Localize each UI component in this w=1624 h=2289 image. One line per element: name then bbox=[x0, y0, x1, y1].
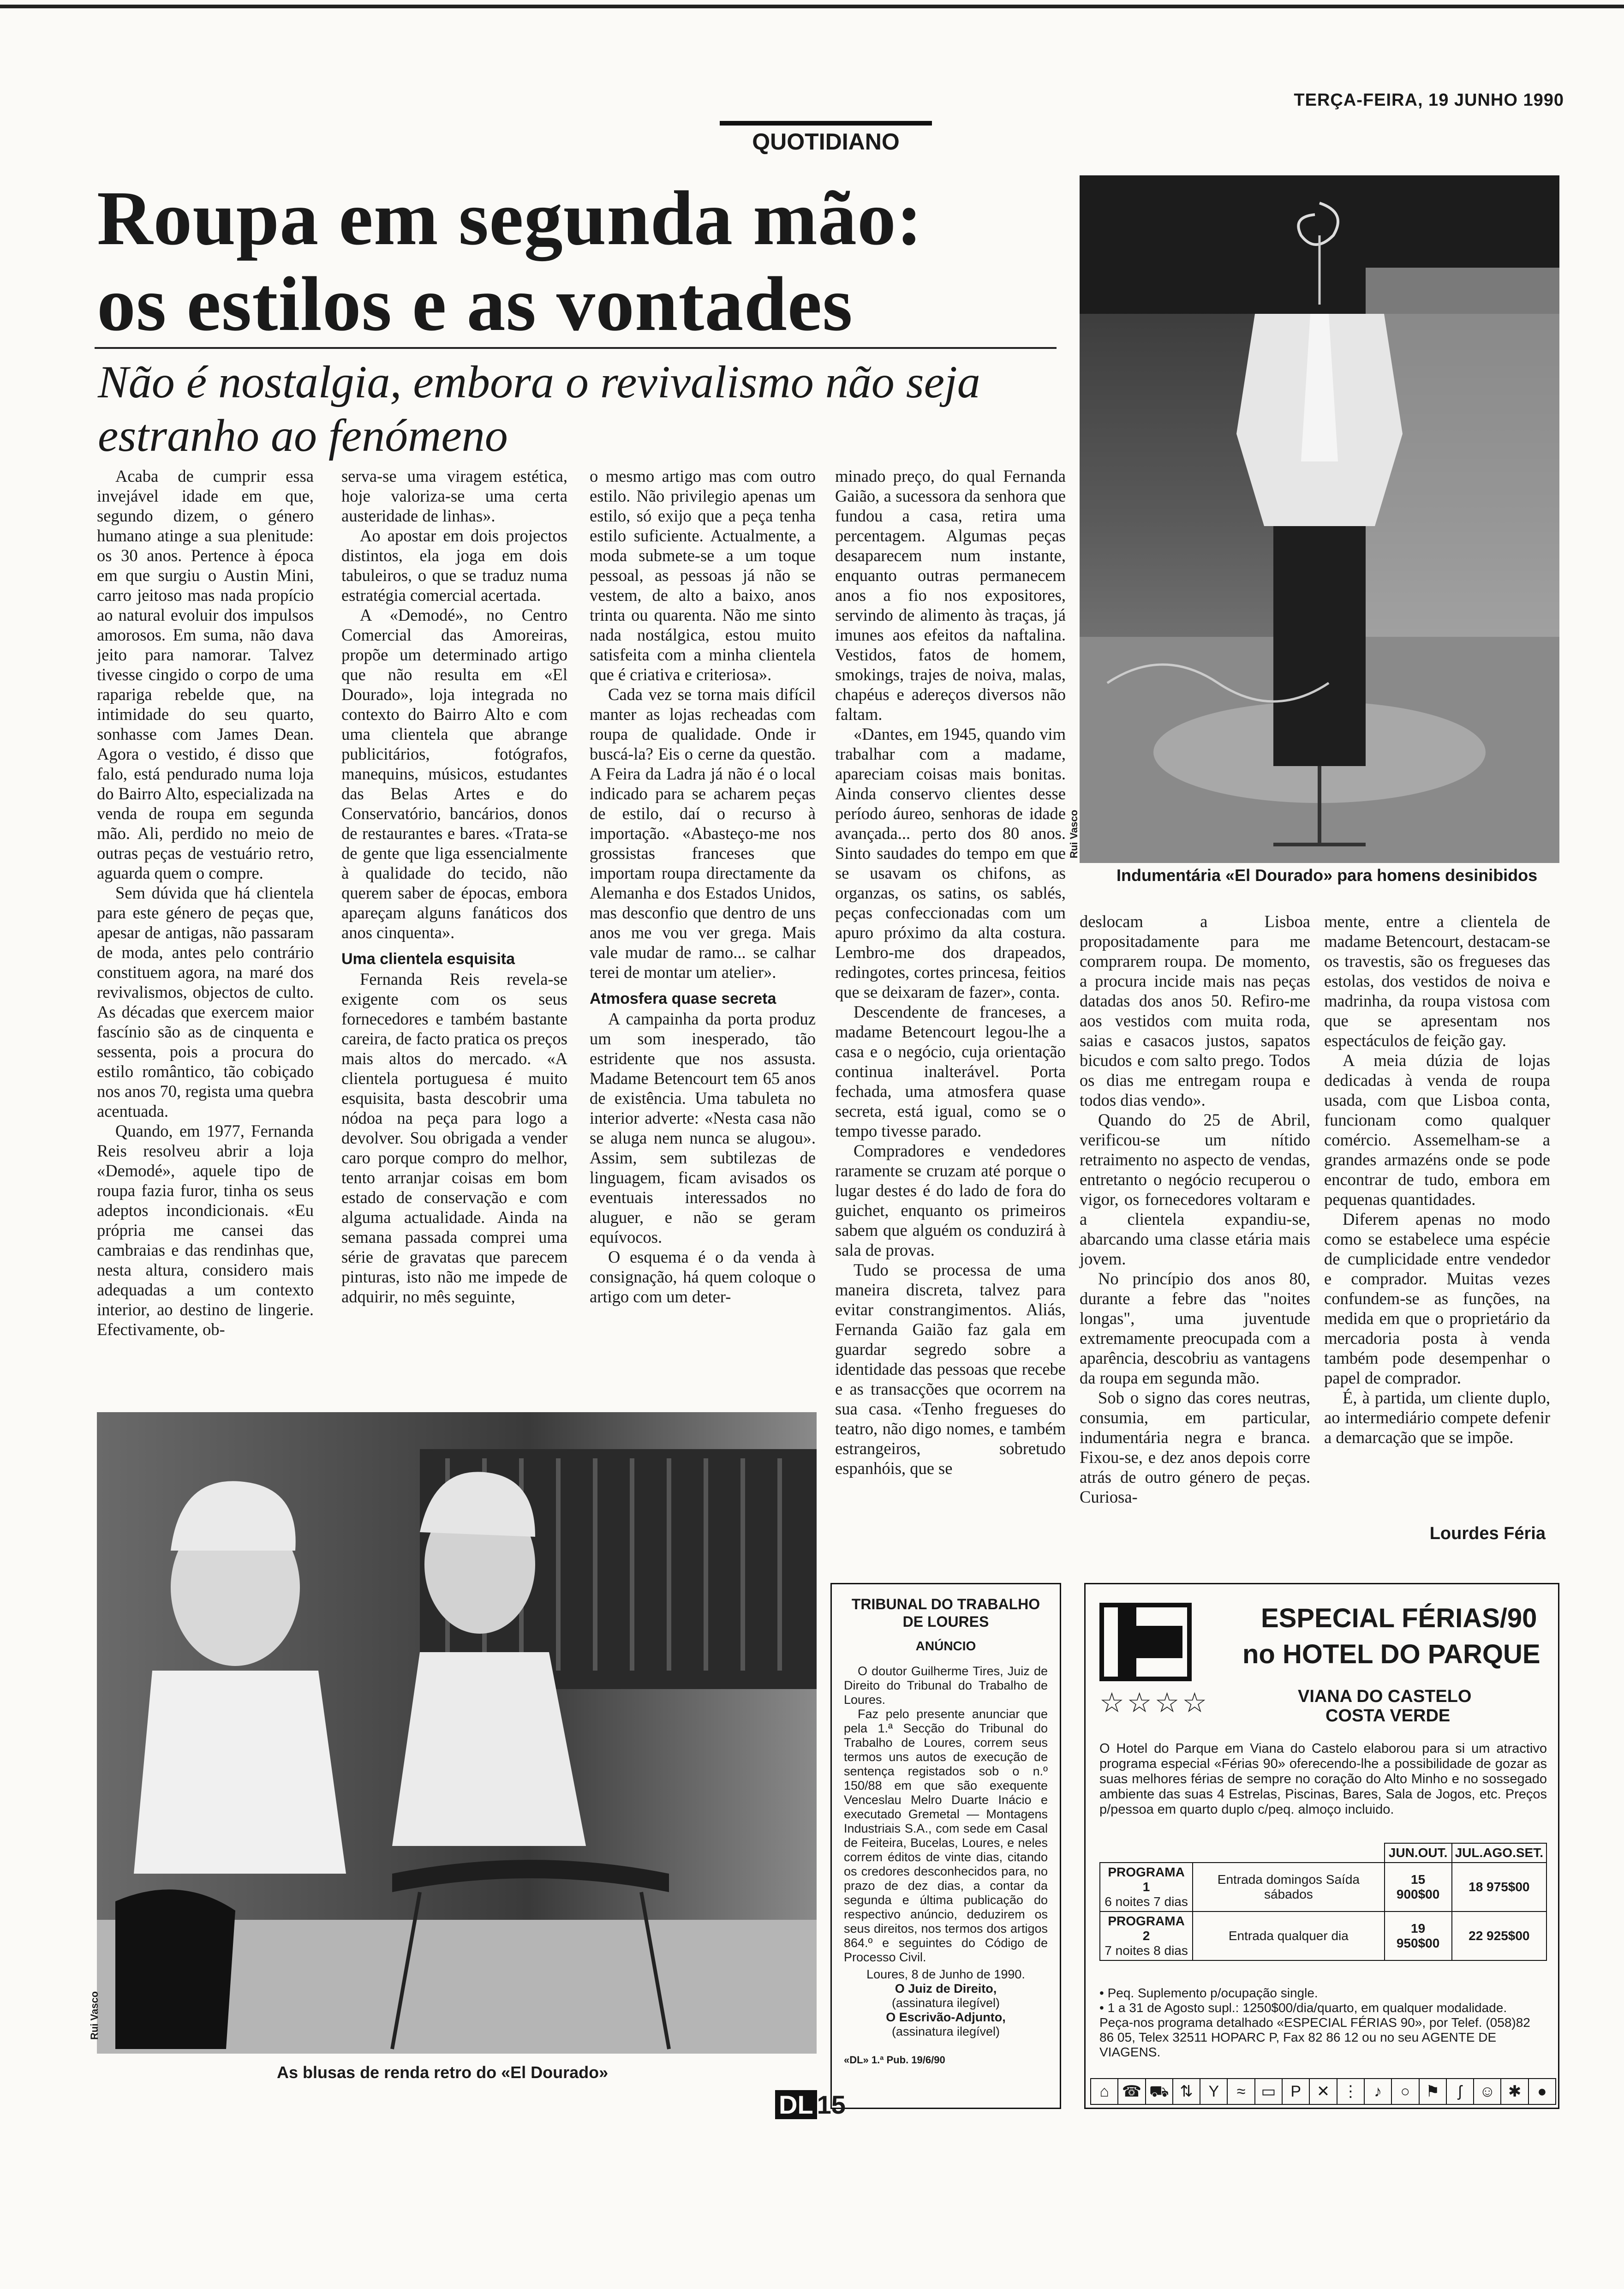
col2-para-3: A «Demodé», no Centro Comercial das Amoreiras, propõe um determinado artigo que não resulta em «El Dourado», loja integrada no contexto do Bairro Alto e com uma clientela que abrange publicitários, fotógrafos, manequins, músicos, estudantes das Belas Artes e do Conservatório, bancários, donos de restaurantes e bares. «Trata-se de gente que liga essencialmente à qualidade do tecido, não querem saber de épocas, embora apareçam alguns fanáticos dos anos cinquenta». bbox=[341, 605, 567, 942]
col1-para-2: Sem dúvida que há clientela para este género de peças que, apesar de antigas, não passaram de moda, antes pelo contrário constituem agora, na maré dos revivalismos, objectos de culto. As décadas que exercem maior fascínio são as de cinquenta e sessenta, pois a procura do estilo romântico, tão cobiçado nos anos 70, regista uma quebra acentuada. bbox=[97, 883, 314, 1121]
program-2-price-1: 19 950$00 bbox=[1385, 1911, 1452, 1960]
fishing-icon: ʃ bbox=[1447, 2079, 1474, 2104]
col5-para-2: Quando do 25 de Abril, verificou-se um nítido retraimento no aspecto de vendas, entretanto o negócio recuperou o vigor, os fornecedores voltaram e a clientela expandiu-se, abarcando uma classe etária mais jovem. bbox=[1080, 1110, 1310, 1268]
price-header-1: JUN.OUT. bbox=[1385, 1843, 1452, 1863]
article-column-1 bbox=[97, 466, 314, 1339]
hotel-body: O Hotel do Parque em Viana do Castelo elaborou para si um atractivo programa especial «Férias 90» oferecendo-lhe a possibilidade de gozar as suas melhores férias de sempre no coração do Alto Minho e no sossegado ambiente das suas 4 Estrelas, Piscinas, Bares, Sala de Jogos, etc. Preços p/pessoa em quarto duplo c/peq. almoço incluido. bbox=[1099, 1741, 1547, 1817]
photo-1-credit: Rui Vasco bbox=[1068, 809, 1080, 858]
top-rule bbox=[0, 5, 1624, 8]
photo-2-svg bbox=[97, 1412, 817, 2054]
program-2-price-2: 22 925$00 bbox=[1452, 1911, 1546, 1960]
col4-para-2: «Dantes, em 1945, quando vim trabalhar com a madame, apareciam coisas mais bonitas. Ainda conservo clientes desse período áureo, senhoras de idade avançada... perto dos 80 anos. Sinto saudades do tempo em que se usavam os chifons, as organzas, os satins, os sablés, peças confeccionadas com um apuro próximo da alta costura. Lembro-me dos drapeados, redingotes, cortes princesa, feitios que se deixaram de fazer», conta. bbox=[835, 725, 1066, 1001]
hotel-notes bbox=[1099, 1986, 1547, 2060]
music-icon: ♪ bbox=[1365, 2079, 1392, 2104]
col3-para-3: A campainha da porta produz um som inesperado, tão estridente que nos assusta. Madame Betencourt tem 65 anos de existência. Uma tabuleta no interior adverte: «Nesta casa não se aluga nem nunca se alugou». Assim, sem subtilezas de linguagem, ficam avisados os eventuais interessados no aluguer, e não se geram equívocos. bbox=[590, 1009, 816, 1246]
deck-line-1: Não é nostalgia, embora o revivalismo não seja bbox=[98, 356, 980, 407]
hotel-note-3: Peça-nos programa detalhado «ESPECIAL FÉRIAS 90», por Telef. (058)82 86 05, Telex 32511 HOPARC P, Fax 82 86 12 ou no seu AGENTE DE VIAGENS. bbox=[1099, 2015, 1530, 2059]
col5-para-1: deslocam a Lisboa propositadamente para me comprarem roupa. De momento, a procura incide mais nas peças datadas dos anos 50. Refiro-me aos vestidos com muita roda, saias e casacos justos, sapatos bicudos e com salto prego. Todos os dias me entregam roupa e todos dias vendo». bbox=[1080, 912, 1310, 1109]
headline-line-2: os estilos e as vontades bbox=[97, 261, 853, 347]
hotel-ad bbox=[1084, 1583, 1559, 2109]
headline-rule bbox=[95, 347, 1057, 349]
col1-para-1: Acaba de cumprir essa invejável idade em que, segundo dizem, o género humano atinge a sua plenitude: os 30 anos. Pertence à época em que surgiu o Austin Mini, carro jeitoso mas nada propício ao natural evoluir dos impulsos amorosos. Em suma, não dava jeito para namorar. Talvez tivesse cingido o corpo de uma rapariga rebelde que, na intimidade do seu quarto, sonhasse com James Dean. Agora o vestido, é disso que falo, está pendurado numa loja do Bairro Alto, especializada na venda de roupa em segunda mão. Ali, perdido no meio de outras peças de vestuário retro, aguarda quem o compre. bbox=[97, 467, 314, 882]
hotel-location-2: COSTA VERDE bbox=[1325, 1706, 1451, 1726]
col6-para-2: A meia dúzia de lojas dedicadas à venda de roupa usada, com que Lisboa conta, funcionam como qualquer comércio. Assemelham-se a grandes armazéns onde se pode encontrar de tudo, embora em pequenas quantidades. bbox=[1324, 1051, 1550, 1209]
photo-2-credit: Rui Vasco bbox=[89, 1991, 100, 2040]
article-column-2 bbox=[341, 466, 567, 1306]
headline bbox=[97, 175, 1066, 347]
hotel-logo bbox=[1099, 1603, 1192, 1681]
col3-para-1: o mesmo artigo mas com outro estilo. Não privilegio apenas um estilo, só exijo que a peça tenha estilo suficiente. Actualmente, a moda submete-se a um toque pessoal, as pessoas já não se vestem, de alto a baixo, anos trinta ou quarenta. Não me sinto nada nostálgica, estou muito satisfeita com a minha clientela que é criativa e criteriosa». bbox=[590, 467, 816, 684]
col4-para-5: Tudo se processa de uma maneira discreta, talvez para evitar constrangimentos. Aliás, Fernanda Gaião faz gala em guardar segredo sobre a identidade das pessoas que recebe e as transacções que ocorrem na sua casa. «Tenho fregueses do teatro, não digo nomes, e também estrangeiros, sobretudo espanhóis, que se bbox=[835, 1260, 1066, 1478]
hotel-note-1: • Peq. Suplemento p/ocupação single. bbox=[1099, 1986, 1318, 2000]
program-1-entry: Entrada domingos Saída sábados bbox=[1193, 1863, 1384, 1911]
deck bbox=[98, 355, 1057, 462]
col6-para-1: mente, entre a clientela de madame Betencourt, destacam-se os travestis, são os fregueses das estolas, dos vestidos de noiva e madrinha, da roupa vistosa com que se apresentam nos espectáculos de feição gay. bbox=[1324, 912, 1550, 1050]
shower-icon: ⋮ bbox=[1337, 2079, 1365, 2104]
legal-subtitle: ANÚNCIO bbox=[915, 1639, 976, 1653]
photo-1-svg bbox=[1080, 175, 1559, 863]
col2-para-4: Fernanda Reis revela-se exigente com os seus fornecedores e também bastante careira, de facto pratica os preços mais altos do mercado. «A clientela portuguesa é muito esquisita, basta descobrir uma nódoa na peça para logo a devolver. Sou obrigada a vender caro porque compro do melhor, tento arranjar coisas em bom estado de conservação e com alguma actualidade. Ainda na semana passada comprei uma série de gravatas que parecem pinturas, isto não me impede de adquirir, no mês seguinte, bbox=[341, 970, 567, 1306]
restaurant-icon: ✕ bbox=[1310, 2079, 1337, 2104]
program-1-label: PROGRAMA 1 bbox=[1108, 1865, 1185, 1894]
article-column-5 bbox=[1080, 911, 1310, 1507]
col4-para-1: minado preço, do qual Fernanda Gaião, a sucessora da senhora que fundou a casa, retira uma percentagem. Algumas peças desaparecem num instante, enquanto outras permanecem anos a fio nos expositores, servindo de alimento às traças, já imunes aos efeitos da naftalina. Vestidos, fatos de homem, smokings, trajes de noiva, malas, chapéus e adereços diversos não faltam. bbox=[835, 467, 1066, 724]
legal-ref: «DL» 1.ª Pub. 19/6/90 bbox=[844, 2054, 945, 2066]
program-2-entry: Entrada qualquer dia bbox=[1193, 1911, 1384, 1960]
article-column-6 bbox=[1324, 911, 1550, 1447]
legal-clerk-signature: (assinatura ilegível) bbox=[891, 2025, 1000, 2038]
legal-para-2: Faz pelo presente anunciar que pela 1.ª Secção do Tribunal do Trabalho de Loures, correm seus termos uns autos de execução de sentença registados sob o n.º 150/88 em que são exequente Venceslau Melro Duarte Inácio e executado Gremetal — Montagens Industriais S.A., com sede em Casal de Feiteira, Bucelas, Loures, e neles correm éditos de vinte dias, citando os credores desconhecidos para, no prazo de dez dias, a contar da segunda e última publicação do respectivo anúncio, deduzirem os seus direitos, nos termos dos artigos 864.º e seguintes do Código de Processo Civil. bbox=[844, 1707, 1048, 1964]
col4-para-3: Descendente de franceses, a madame Betencourt legou-lhe a casa e o negócio, cuja orientação continua inalterável. Porta fechada, uma atmosfera quase secreta, está igual, como se o tempo tivesse parado. bbox=[835, 1002, 1066, 1140]
car-icon: ⛟ bbox=[1146, 2079, 1173, 2104]
legal-judge: O Juiz de Direito, bbox=[895, 1982, 997, 1995]
deck-line-2: estranho ao fenómeno bbox=[98, 410, 508, 461]
legal-notice-ad bbox=[830, 1583, 1061, 2109]
hotel-title: ESPECIAL FÉRIAS/90 bbox=[1261, 1603, 1537, 1633]
photo-lace-blouses bbox=[97, 1412, 817, 2054]
photo-el-dourado-menswear bbox=[1080, 175, 1559, 863]
legal-date: Loures, 8 de Junho de 1990. bbox=[866, 1967, 1025, 1981]
col5-para-3: No princípio dos anos 80, durante a febre das "noites longas", uma juventude extremamente preocupada com a aparência, descobriu as vantagens da roupa em segunda mão. bbox=[1080, 1269, 1310, 1387]
col4-para-4: Compradores e vendedores raramente se cruzam até porque o lugar destes é do lado de fora do guichet, enquanto os primeiros sabem que alguém os conduzirá à sala de provas. bbox=[835, 1141, 1066, 1259]
legal-judge-signature: (assinatura ilegível) bbox=[891, 1996, 1000, 2010]
pool-icon: ≈ bbox=[1228, 2079, 1255, 2104]
col2-para-1: serva-se uma viragem estética, hoje valoriza-se uma certa austeridade de linhas». bbox=[341, 467, 567, 525]
tennis-icon: ○ bbox=[1392, 2079, 1419, 2104]
section-tag: QUOTIDIANO bbox=[720, 121, 932, 165]
legal-title: TRIBUNAL DO TRABALHO DE LOURES bbox=[851, 1596, 1040, 1630]
parking-icon: P bbox=[1283, 2079, 1310, 2104]
program-1-price-2: 18 975$00 bbox=[1452, 1863, 1546, 1911]
photo-2-caption: As blusas de renda retro do «El Dourado» bbox=[277, 2063, 609, 2082]
program-2-label: PROGRAMA 2 bbox=[1108, 1914, 1185, 1943]
photo-1-caption: Indumentária «El Dourado» para homens desinibidos bbox=[1116, 866, 1538, 885]
hotel-price-table bbox=[1099, 1843, 1547, 1961]
col2-para-2: Ao apostar em dois projectos distintos, ela joga em dois tabuleiros, o que se traduz numa estratégia comercial acertada. bbox=[341, 526, 567, 605]
hotel-stars: ☆☆☆☆ bbox=[1099, 1687, 1210, 1718]
col6-para-3: Diferem apenas no modo como se estabelece uma espécie de cumplicidade entre vendedor e comprador. Muitas vezes confundem-se as funções, na medida em que o proprietário da mercadoria posta à venda também pode desempenhar o papel de comprador. bbox=[1324, 1210, 1550, 1387]
pet-icon: ✱ bbox=[1501, 2079, 1528, 2104]
col3-para-2: Cada vez se torna mais difícil manter as lojas recheadas com roupa de qualidade. Onde ir buscá-la? Eis o cerne da questão. A Feira da Ladra já não é o local indicado para se acharem peças de estilo, daí o recurso à importação. «Abasteço-me nos grossistas franceses que importam roupa directamente da Alemanha e dos Estados Unidos, mas desconfio que dentro de uns anos me vou ver grega. Mais vale mudar de ramo... se calhar terei de montar um atelier». bbox=[590, 685, 816, 982]
bar-icon: Y bbox=[1200, 2079, 1228, 2104]
hotel-location-1: VIANA DO CASTELO bbox=[1298, 1687, 1472, 1706]
dateline: TERÇA-FEIRA, 19 JUNHO 1990 bbox=[1294, 90, 1564, 110]
col6-para-4: É, à partida, um cliente duplo, ao intermediário compete defenir a demarcação que se impõe. bbox=[1324, 1388, 1550, 1447]
price-row-2 bbox=[1100, 1911, 1546, 1960]
hotel-amenity-icons bbox=[1090, 2078, 1556, 2105]
brand-logo: DL bbox=[775, 2090, 817, 2119]
article-column-3 bbox=[590, 466, 816, 1306]
col3-subheading: Atmosfera quase secreta bbox=[590, 990, 776, 1007]
page-footer bbox=[775, 2090, 846, 2120]
article-column-4 bbox=[835, 466, 1066, 1478]
hotel-subtitle: no HOTEL DO PARQUE bbox=[1242, 1639, 1540, 1669]
page-number: 15 bbox=[817, 2090, 846, 2119]
col3-para-4: O esquema é o da venda à consignação, há quem coloque o artigo com um deter- bbox=[590, 1247, 816, 1306]
golf-icon: ⚑ bbox=[1420, 2079, 1447, 2104]
legal-para-1: O doutor Guilherme Tires, Juiz de Direito do Tribunal do Trabalho de Loures. bbox=[844, 1664, 1048, 1707]
bed-icon: ⌂ bbox=[1091, 2079, 1118, 2104]
elevator-icon: ⇅ bbox=[1173, 2079, 1200, 2104]
col1-para-3: Quando, em 1977, Fernanda Reis resolveu abrir a loja «Demodé», aquele tipo de roupa fazia furor, tinha os seus adeptos incondicionais. «Eu própria me cansei das cambraias e das rendinhas que, nesta altura, considero mais adequadas a um contexto interior, ao destino de lingerie. Efectivamente, ob- bbox=[97, 1121, 314, 1339]
byline: Lourdes Féria bbox=[1429, 1524, 1546, 1543]
program-1-price-1: 15 900$00 bbox=[1385, 1863, 1452, 1911]
col5-para-4: Sob o signo das cores neutras, consumia, em particular, indumentária negra e branca. Fixou-se, e dez anos depois corre atrás de outro género de peças. Curiosa- bbox=[1080, 1388, 1310, 1506]
hotel-note-2: • 1 a 31 de Agosto supl.: 1250$00/dia/quarto, em qualquer modalidade. bbox=[1099, 2001, 1507, 2015]
phone-icon: ☎ bbox=[1118, 2079, 1146, 2104]
price-row-1 bbox=[1100, 1863, 1546, 1911]
child-icon: ☺ bbox=[1474, 2079, 1501, 2104]
program-2-detail: 7 noites 8 dias bbox=[1105, 1943, 1188, 1958]
information-icon: ● bbox=[1537, 2083, 1547, 2100]
price-header-2: JUL.AGO.SET. bbox=[1452, 1843, 1546, 1863]
col2-subheading: Uma clientela esquisita bbox=[341, 950, 515, 968]
program-1-detail: 6 noites 7 dias bbox=[1105, 1894, 1188, 1909]
legal-clerk: O Escrivão-Adjunto, bbox=[886, 2010, 1006, 2024]
headline-line-1: Roupa em segunda mão: bbox=[97, 175, 923, 261]
tv-icon: ▭ bbox=[1255, 2079, 1283, 2104]
